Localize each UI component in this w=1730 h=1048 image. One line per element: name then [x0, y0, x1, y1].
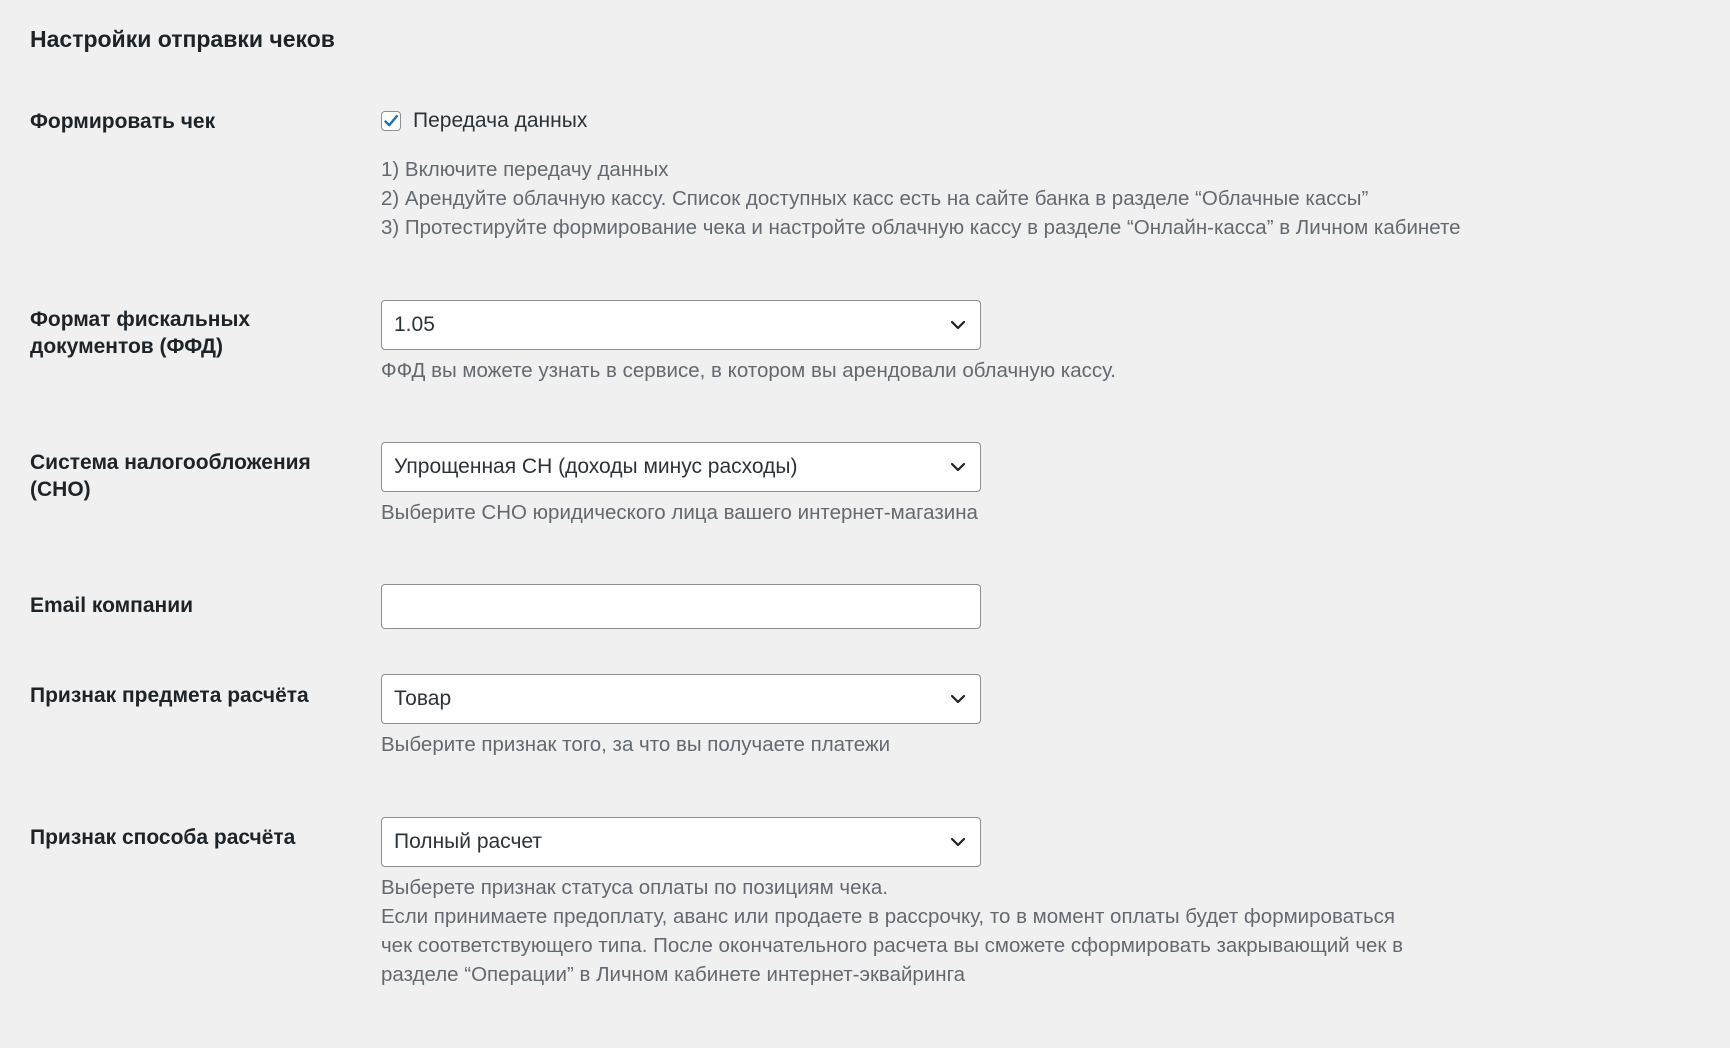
chevron-down-icon — [948, 689, 968, 709]
sno-field — [381, 442, 981, 492]
sno-description: Выберите СНО юридического лица вашего интернет-магазина — [381, 501, 978, 524]
data-transfer-label: Передача данных — [413, 109, 588, 132]
payment-object-field — [381, 674, 981, 724]
payment-method-label: Признак способа расчёта — [30, 826, 296, 849]
ffd-label: Формат фискальных документов (ФФД) — [30, 308, 251, 358]
ffd-select-value: 1.05 — [394, 313, 435, 336]
company-email-input[interactable] — [381, 584, 981, 629]
sno-select[interactable] — [381, 442, 981, 492]
payment-method-description-line: чек соответствующего типа. После окончательного расчета вы сможете сформировать закрывающий чек в — [381, 934, 1403, 957]
receipt-label: Формировать чек — [30, 110, 216, 133]
payment-method-description-line: Если принимаете предоплату, аванс или продаете в рассрочку, то в момент оплаты будет формироваться — [381, 905, 1395, 928]
payment-method-select-value: Полный расчет — [394, 830, 542, 853]
payment-method-field — [381, 817, 981, 867]
ffd-description: ФФД вы можете узнать в сервисе, в котором вы арендовали облачную кассу. — [381, 359, 1116, 382]
data-transfer-toggle[interactable] — [381, 109, 587, 133]
receipt-step-2: 2) Арендуйте облачную кассу. Список доступных касс есть на сайте банка в разделе “Облачные кассы” — [381, 187, 1369, 210]
ffd-field — [381, 300, 981, 350]
receipt-field — [381, 109, 587, 133]
payment-object-select-value: Товар — [394, 687, 452, 710]
section-title: Настройки отправки чеков — [30, 26, 335, 52]
sno-select-value: Упрощенная СН (доходы минус расходы) — [394, 455, 798, 478]
payment-method-description — [381, 873, 1403, 989]
email-label: Email компании — [30, 594, 194, 617]
payment-object-label: Признак предмета расчёта — [30, 684, 309, 707]
chevron-down-icon — [948, 832, 968, 852]
data-transfer-checkbox[interactable] — [381, 111, 401, 131]
receipt-step-3: 3) Протестируйте формирование чека и настройте облачную кассу в разделе “Онлайн-касса” в Личном кабинете — [381, 216, 1461, 239]
receipt-step-1: 1) Включите передачу данных — [381, 158, 669, 181]
chevron-down-icon — [948, 315, 968, 335]
ffd-select[interactable] — [381, 300, 981, 350]
receipt-steps — [381, 155, 1461, 242]
payment-method-description-line: разделе “Операции” в Личном кабинете интернет-эквайринга — [381, 963, 966, 986]
payment-object-select[interactable] — [381, 674, 981, 724]
chevron-down-icon — [948, 457, 968, 477]
payment-object-description: Выберите признак того, за что вы получаете платежи — [381, 733, 891, 756]
payment-method-description-line: Выберете признак статуса оплаты по позициям чека. — [381, 876, 889, 899]
email-field — [381, 584, 981, 629]
checkmark-icon — [382, 112, 400, 130]
sno-label: Система налогообложения (СНО) — [30, 451, 311, 501]
payment-method-select[interactable] — [381, 817, 981, 867]
